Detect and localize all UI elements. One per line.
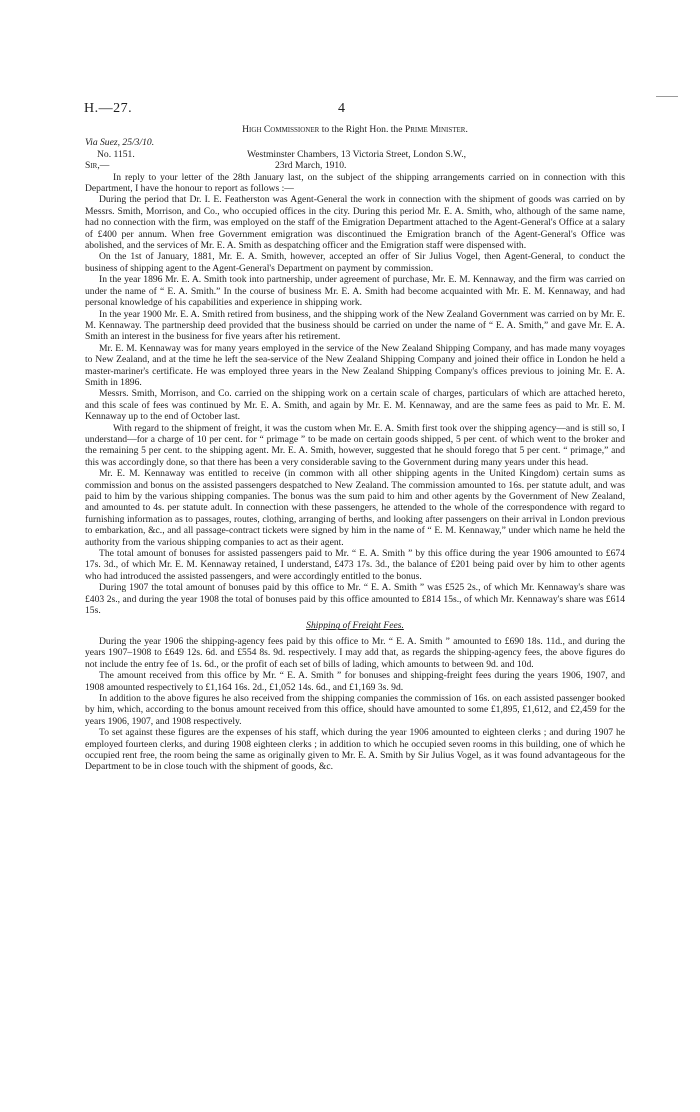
paragraph: In the year 1896 Mr. E. A. Smith took into partnership, under agreement of purchase, Mr. E. M. Kennaway, and the firm was carried on under the name of “ E. A. Smith.” In the course of business Mr. E. A. Smith had become acquainted with Mr. E. M. Kennaway, and had personal knowledge of his capabilities and experience in shipping work. — [85, 274, 625, 309]
sender-address: Westminster Chambers, 13 Victoria Street, London S.W., — [247, 148, 467, 160]
paragraph: During 1907 the total amount of bonuses paid by this office to Mr. “ E. A. Smith ” was £525 2s., of which Mr. Kennaway's share was £403 2s., and during the year 1908 the total of bonuses paid by this office amounted to £814 15s., of which Mr. Kennaway's share was £614 15s. — [85, 582, 625, 617]
paragraph: In reply to your letter of the 28th January last, on the subject of the shipping arrangements carried on in connection with this Department, I have the honour to report as follows :— — [85, 171, 625, 195]
letter-heading — [85, 124, 625, 135]
section-subheading: Shipping of Freight Fees. — [306, 620, 404, 632]
margin-mark — [656, 96, 678, 97]
document-body — [85, 124, 625, 773]
letter-number: No. 1151. — [97, 148, 135, 160]
paragraph: Mr. E. M. Kennaway was entitled to receive (in common with all other shipping agents in the United Kingdom) certain sums as commission and bonus on the assisted passengers despatched to New Zealand. The commission amounted to 16s. per statute adult, and was paid to him by the various shipping companies. The bonus was the sum paid to him and other agents by the Government of New Zealand, and amounted to 4s. per statute adult. In connection with these passengers, he attended to the whole of the correspondence with regard to furnishing information as to passages, routes, clothing, arranging of berths, and looking after passengers on their arrival in London previous to embarkation, &c., and all passage-contract tickets were signed by him in the name of “ E. M. Kennaway,” under which name he held the authority from the various shipping companies to act as their agent. — [85, 468, 625, 548]
heading-sender: High Commissioner — [242, 124, 320, 135]
paragraph: On the 1st of January, 1881, Mr. E. A. Smith, however, accepted an offer of Sir Julius Vogel, then Agent-General, to conduct the business of shipping agent to the Agent-General's Department on payment by commission. — [85, 251, 625, 274]
paragraph: With regard to the shipment of freight, it was the custom when Mr. E. A. Smith first took over the shipping agency—and is still so, I understand—for a charge of 10 per cent. for “ primage ” to be made on certain goods shipped, 5 per cent. of which went to the broker and the remaining 5 per cent. to the shipping agent. Mr. E. A. Smith, however, suggested that he should forego that 5 per cent. “ primage,” and this was accordingly done, so that there has been a very considerable saving to the Government during many years under this head. — [85, 422, 625, 468]
heading-recipient: Prime Minister. — [404, 124, 468, 135]
paper-reference: H.—27. — [84, 101, 133, 116]
paragraph: The amount received from this office by Mr. “ E. A. Smith ” for bonuses and shipping-freight fees during the years 1906, 1907, and 1908 amounted respectively to £1,164 16s. 2d., £1,052 14s. 6d., and £1,169 3s. 9d. — [85, 670, 625, 693]
page-number: 4 — [338, 101, 345, 116]
salutation-row — [85, 160, 625, 171]
heading-connector: to the Right Hon. the — [321, 124, 403, 135]
salutation: Sir,— — [85, 160, 110, 172]
via-line: Via Suez, 25/3/10. — [85, 137, 155, 149]
address-row — [85, 149, 625, 160]
paragraph: The total amount of bonuses for assisted passengers paid to Mr. “ E. A. Smith ” by this office during the year 1906 amounted to £674 17s. 3d., of which Mr. E. M. Kennaway retained, I understand, £473 17s. 3d., the balance of £201 being paid over by him to other agents who had introduced the assisted passengers, and were accordingly entitled to the bonus. — [85, 548, 625, 582]
paragraph: During the year 1906 the shipping-agency fees paid by this office to Mr. “ E. A. Smith ” amounted to £690 18s. 11d., and during the years 1907–1908 to £649 12s. 6d. and £554 8s. 9d. respectively. I may add that, as regards the shipping-agency fees, the above figures do not include the entry fee of 1s. 6d., or the profit of each set of bills of lading, which amounts to between 9d. and 10d. — [85, 635, 625, 670]
letter-date: 23rd March, 1910. — [275, 160, 347, 172]
paragraph: Mr. E. M. Kennaway was for many years employed in the service of the New Zealand Shipping Company, and has made many voyages to New Zealand, and at the time he left the sea-service of the New Zealand Shipping Company and joined their office in London he held a master-mariner's certificate. He was employed three years in the New Zealand Shipping Company's offices previous to joining Mr. E. A. Smith in 1896. — [85, 342, 625, 388]
paragraph: During the period that Dr. I. E. Featherston was Agent-General the work in connection with the shipment of goods was carried on by Messrs. Smith, Morrison, and Co., who occupied offices in the city. During this period Mr. E. A. Smith, who, although of the same name, had no connection with the firm, was employed on the staff of the Emigration Department attached to the Agent-General's Office at a salary of £400 per annum. When free Government emigration was discontinued the Emigration branch of the Agent-General's Office was abolished, and the services of Mr. E. A. Smith as despatching officer and the Emigration staff were dispensed with. — [85, 194, 625, 252]
paragraph: In the year 1900 Mr. E. A. Smith retired from business, and the shipping work of the New Zealand Government was carried on by Mr. E. M. Kennaway. The partnership deed provided that the business should be carried on under the name of “ E. A. Smith,” and gave Mr. E. A. Smith an interest in the business for five years after his retirement. — [85, 308, 625, 343]
paragraph: Messrs. Smith, Morrison, and Co. carried on the shipping work on a certain scale of charges, particulars of which are attached hereto, and this scale of fees was continued by Mr. E. A. Smith, and again by Mr. E. M. Kennaway, and are the same fees as paid to Mr. E. M. Kennaway up to the end of October last. — [85, 388, 625, 423]
paragraph: To set against these figures are the expenses of his staff, which during the year 1906 amounted to eighteen clerks ; and during 1907 he employed fourteen clerks, and during 1908 eighteen clerks ; in addition to which he occupied seven rooms in this building, one of which he occupied rent free, the room being the same as originally given to Mr. E. A. Smith by Sir Julius Vogel, as it was found advantageous for the Department to be in close touch with the shipment of goods, &c. — [85, 727, 625, 773]
paragraph: In addition to the above figures he also received from the shipping companies the commission of 16s. on each assisted passenger booked by him, which, according to the bonus amount received from this office, should have amounted to some £1,895, £1,612, and £2,459 for the years 1906, 1907, and 1908 respectively. — [85, 692, 625, 727]
